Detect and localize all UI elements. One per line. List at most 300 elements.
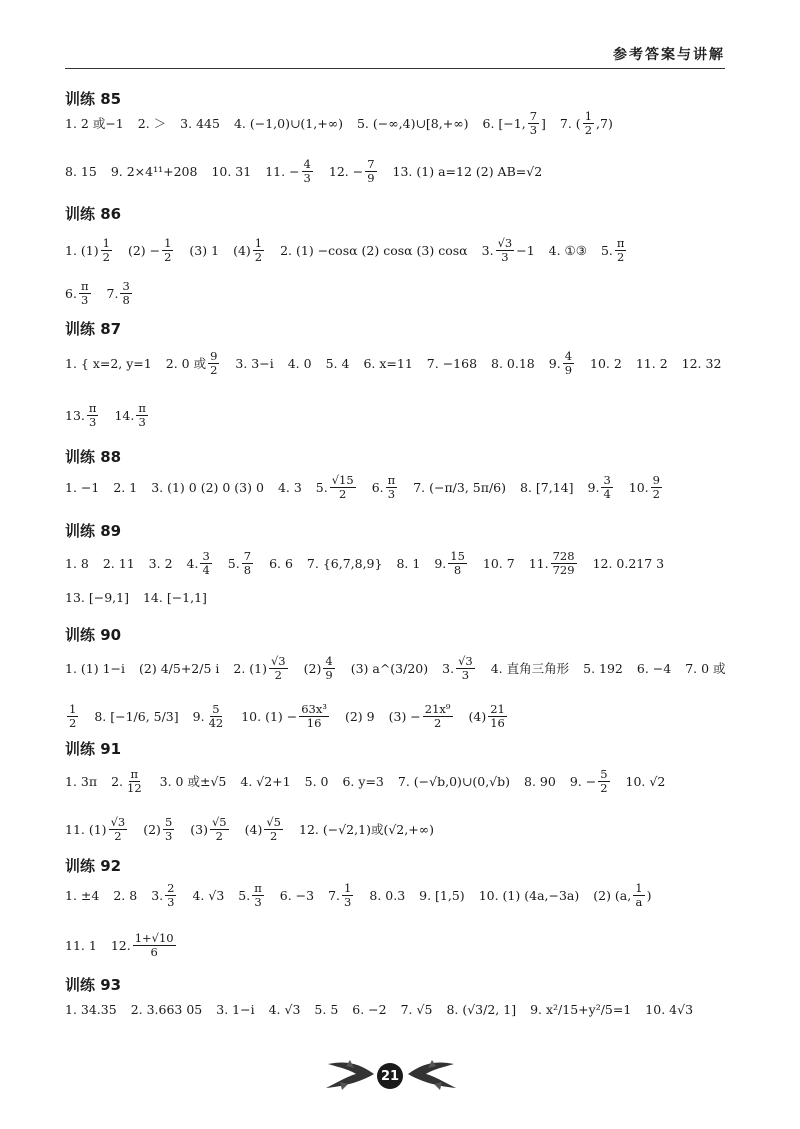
answer-line [65, 882, 730, 908]
fraction [109, 816, 128, 842]
answer-item [491, 356, 535, 371]
answer-item [389, 703, 455, 729]
answer-item [645, 1002, 693, 1017]
section-title: 训练 89 [65, 522, 122, 540]
fraction-denominator: 2 [584, 122, 593, 137]
answer-item [626, 774, 666, 789]
answer-text: 1. 34.35 [65, 1002, 117, 1017]
answer-item [228, 550, 255, 576]
answer-prefix: 9. [192, 708, 205, 724]
fraction [583, 110, 594, 136]
answer-item [234, 116, 343, 131]
answer-item [190, 816, 230, 842]
answer-item [469, 703, 509, 729]
fraction-denominator: 729 [552, 562, 575, 577]
fraction-denominator: 4 [603, 486, 611, 501]
fraction-numerator: π [80, 279, 89, 293]
fraction-denominator: 9 [564, 362, 573, 377]
fraction-numerator: √3 [458, 654, 473, 668]
section-title: 训练 85 [65, 90, 122, 108]
answer-item [629, 474, 664, 500]
answer-text: 1. ±4 [65, 887, 100, 903]
answer-item [491, 659, 569, 677]
fraction-numerator: √3 [270, 654, 286, 668]
section-title: 训练 92 [65, 857, 122, 875]
answer-item [113, 888, 137, 903]
fraction [330, 474, 356, 500]
fraction [615, 237, 627, 263]
answer-suffix: ,7) [596, 115, 613, 131]
fraction [488, 703, 507, 729]
fraction-denominator: 3 [303, 170, 311, 185]
fraction-numerator: 1 [254, 236, 263, 250]
answer-item [413, 480, 506, 495]
answer-text: 2. ＞ [137, 116, 167, 132]
answer-item [357, 116, 469, 131]
answer-prefix: 9. − [569, 773, 597, 789]
fraction-denominator: 3 [254, 894, 262, 909]
fraction-numerator: √3 [110, 815, 126, 829]
answer-item [65, 774, 97, 789]
section-title: 训练 93 [65, 976, 122, 994]
answer-item [131, 1002, 203, 1017]
answer-prefix: (4) [233, 242, 251, 258]
fraction-numerator: 3 [122, 279, 130, 293]
answer-item [193, 703, 228, 729]
answer-line [65, 474, 730, 500]
answer-item [393, 164, 543, 179]
answer-text: 3. (1) 0 (2) 0 (3) 0 [151, 479, 264, 495]
fraction-numerator: 7 [529, 109, 538, 123]
fraction-denominator: 2 [339, 486, 347, 501]
answer-item [588, 474, 615, 500]
answer-prefix: 3. [442, 660, 455, 676]
answer-item [114, 402, 149, 428]
answer-text: 11. 2 [635, 355, 668, 371]
answer-prefix: 7. [328, 887, 341, 903]
answer-text: 6. 6 [269, 555, 293, 571]
answer-prefix: (2) [303, 660, 322, 676]
header-title: 参考答案与讲解 [613, 47, 725, 63]
answer-prefix: 13. [65, 407, 85, 423]
fraction-denominator: 2 [164, 249, 172, 264]
answer-line [65, 703, 730, 729]
answer-item [280, 243, 468, 258]
fraction-numerator: 3 [603, 473, 611, 487]
answer-item [328, 882, 355, 908]
fraction [136, 402, 148, 428]
answer-item [111, 768, 146, 794]
answer-item [65, 356, 152, 371]
fraction [598, 768, 609, 794]
answer-text: 6. −3 [279, 887, 315, 903]
answer-item [160, 772, 227, 790]
answer-item [139, 661, 219, 676]
fraction-denominator: 12 [127, 780, 142, 795]
answer-item [314, 1002, 338, 1017]
answer-text: 12. (−√2,1)或(√2,+∞) [299, 822, 434, 838]
answer-text: 6. x=11 [363, 355, 413, 371]
fraction-numerator: 4 [303, 157, 311, 171]
answer-text: 12. 32 [681, 355, 722, 371]
answer-item [65, 237, 114, 263]
answer-item [372, 474, 400, 500]
fraction-denominator: 3 [89, 414, 97, 429]
answer-prefix: 5. [315, 479, 328, 495]
fraction-numerator: π [254, 881, 262, 895]
left-ornament-icon [320, 1054, 376, 1094]
fraction-numerator: √15 [331, 473, 354, 487]
answer-text: 2. 3.663 05 [130, 1002, 203, 1017]
answer-prefix: 11. [528, 555, 549, 571]
fraction-denominator: 8 [122, 292, 130, 307]
answer-text: 9. x²/15+y²/5=1 [530, 1002, 632, 1017]
answer-item [238, 882, 266, 908]
fraction [208, 350, 219, 376]
answer-text: 1. (1) 1−i [65, 660, 126, 676]
fraction-denominator: 2 [210, 362, 218, 377]
answer-item [65, 556, 89, 571]
fraction [299, 703, 329, 729]
page-footer [0, 1050, 800, 1100]
answer-prefix: 14. [114, 407, 135, 423]
fraction-denominator: 2 [433, 715, 442, 730]
answer-text: 4. (−1,0)∪(1,+∞) [233, 115, 343, 131]
answer-text: 5. 0 [304, 773, 329, 789]
answer-text: (3) 1 [189, 242, 220, 258]
answer-suffix: −1 [516, 242, 535, 258]
fraction [651, 474, 662, 500]
answer-text: 8. 90 [524, 773, 556, 789]
answer-line [65, 590, 730, 605]
answer-item [479, 888, 580, 903]
answer-item [636, 356, 668, 371]
answer-item [280, 888, 314, 903]
answer-prefix: (3) [190, 821, 208, 837]
answer-item [241, 703, 331, 729]
fraction [551, 550, 577, 576]
fraction-numerator: 1 [69, 702, 77, 716]
answer-item [269, 1002, 301, 1017]
answer-item [434, 550, 469, 576]
answer-prefix: 6. [65, 285, 77, 301]
answer-item [240, 774, 290, 789]
answer-text: 4. 0 [287, 355, 312, 371]
section-title: 训练 91 [65, 740, 122, 758]
fraction-denominator: 2 [215, 828, 223, 843]
answer-item [65, 480, 99, 495]
answer-text: 4. √3 [192, 887, 225, 903]
answer-line [65, 550, 730, 576]
section-title: 训练 88 [65, 448, 122, 466]
answer-item [211, 164, 251, 179]
answer-item [216, 1002, 254, 1017]
answer-text: 6. −2 [352, 1002, 387, 1017]
answer-item [419, 888, 465, 903]
fraction [253, 237, 264, 263]
answer-item [65, 1002, 117, 1017]
answer-item [307, 556, 383, 571]
answer-text: 4. √3 [268, 1002, 301, 1017]
fraction-numerator: √3 [497, 236, 513, 250]
answer-item [65, 402, 100, 428]
answer-line [65, 280, 730, 306]
fraction-numerator: 7 [243, 549, 252, 563]
answer-item [138, 114, 166, 132]
answer-item [235, 356, 273, 371]
answer-text: 10. 4√3 [645, 1002, 694, 1017]
fraction-numerator: 1 [164, 236, 172, 250]
fraction [601, 474, 612, 500]
answer-text: 3. 0 或±√5 [159, 774, 227, 790]
answer-line [65, 1002, 730, 1017]
answer-text: 10. 2 [590, 355, 622, 371]
fraction-numerator: 5 [212, 702, 220, 716]
answer-item [65, 816, 129, 842]
answer-text: 9. [1,5) [419, 887, 465, 903]
fraction [528, 110, 539, 136]
answer-text: 4. 3 [277, 479, 302, 495]
answer-line [65, 110, 730, 136]
fraction-numerator: π [138, 401, 146, 415]
answer-text: 5. 4 [325, 355, 350, 371]
answer-prefix: 9. [434, 555, 447, 571]
answer-item [682, 356, 722, 371]
answer-text: 8. [7,14] [520, 479, 574, 495]
fraction [252, 882, 264, 908]
answer-text: 4. 直角三角形 [490, 661, 570, 677]
fraction [456, 655, 475, 681]
answer-suffix: ) [646, 887, 652, 903]
answer-text: 7. −168 [426, 355, 478, 371]
fraction-denominator: 2 [617, 249, 625, 264]
fraction-denominator: 3 [81, 292, 89, 307]
answer-text: 8. 15 [65, 163, 97, 179]
answer-text: 13. [−9,1] [65, 590, 129, 605]
answer-line [65, 816, 730, 842]
section-title: 训练 86 [65, 205, 122, 223]
fraction-denominator: 2 [652, 486, 660, 501]
fraction-denominator: 9 [367, 170, 375, 185]
fraction-denominator: 2 [274, 667, 282, 682]
answer-item [65, 888, 99, 903]
fraction [423, 703, 453, 729]
fraction-numerator: π [616, 236, 625, 250]
answer-item [369, 888, 405, 903]
answer-item [94, 709, 178, 724]
answer-item [151, 882, 178, 908]
answer-item [65, 661, 125, 676]
answer-text: 10. 7 [482, 555, 515, 571]
answer-item [65, 280, 93, 306]
answer-text: 5. (−∞,4)∪[8,+∞) [356, 115, 469, 131]
fraction-denominator: 3 [167, 894, 175, 909]
answer-text: 1. { x=2, y=1 [65, 355, 152, 371]
fraction [207, 703, 226, 729]
answer-prefix: 1. (1) [65, 242, 99, 258]
answer-item [65, 590, 129, 605]
fraction-denominator: 3 [501, 249, 509, 264]
fraction-numerator: 4 [564, 349, 573, 363]
fraction [200, 550, 211, 576]
answer-prefix: 5. [238, 887, 251, 903]
fraction-denominator: 16 [490, 715, 505, 730]
answer-text: 8. 0.18 [491, 355, 535, 371]
answer-prefix: 4. [186, 555, 199, 571]
answer-text: 3. 2 [148, 555, 173, 571]
fraction-denominator: 3 [164, 828, 173, 843]
answer-prefix: 12. [110, 937, 131, 953]
answer-item [398, 774, 510, 789]
answer-item [65, 703, 80, 729]
answer-item [305, 774, 329, 789]
fraction-denominator: 2 [600, 780, 608, 795]
fraction [302, 158, 313, 184]
answer-text: 12. 0.217 3 [592, 555, 665, 571]
fraction [125, 768, 144, 794]
answer-suffix: ] [541, 115, 546, 131]
answer-item [342, 774, 383, 789]
answer-item [143, 590, 207, 605]
fraction [101, 237, 112, 263]
fraction [120, 280, 131, 306]
fraction [210, 816, 229, 842]
fraction-numerator: √5 [266, 815, 282, 829]
answer-text: 7. (−π/3, 5π/6) [413, 479, 506, 495]
fraction-denominator: 42 [208, 715, 224, 730]
answer-item [549, 243, 587, 258]
answer-text: (2) 9 [344, 708, 375, 724]
fraction-numerator: 1 [344, 881, 352, 895]
fraction-denominator: 2 [270, 828, 278, 843]
answer-text: 4. ①③ [548, 242, 587, 258]
answer-prefix: 11. − [265, 163, 300, 179]
answer-item [352, 1002, 386, 1017]
answer-prefix: 9. [587, 479, 600, 495]
answer-line [65, 158, 730, 184]
section-title: 训练 87 [65, 320, 122, 338]
answer-item [593, 556, 665, 571]
fraction [163, 816, 174, 842]
answer-item [299, 820, 434, 838]
answer-item [549, 350, 576, 376]
answer-prefix: 7. [106, 285, 119, 301]
answer-item [278, 480, 302, 495]
answer-item [593, 882, 651, 908]
answer-item [65, 114, 124, 132]
answer-text: 8. 1 [396, 555, 421, 571]
fraction [323, 655, 334, 681]
answer-item [316, 474, 358, 500]
answer-item [482, 237, 535, 263]
answer-item [326, 356, 350, 371]
answer-prefix: (2) [143, 821, 161, 837]
answer-item [442, 655, 477, 681]
fraction-numerator: 3 [202, 549, 210, 563]
answer-text: 7. {6,7,8,9} [306, 555, 383, 571]
answer-text: 5. 192 [583, 660, 623, 676]
fraction-denominator: 2 [254, 249, 263, 264]
answer-item [520, 480, 574, 495]
answer-prefix: 3. [151, 887, 164, 903]
answer-item [65, 164, 97, 179]
fraction-denominator: 3 [529, 122, 538, 137]
fraction-numerator: 4 [325, 654, 333, 668]
fraction-numerator: √5 [211, 815, 227, 829]
answer-text: 2. 8 [113, 887, 138, 903]
fraction-numerator: 5 [164, 815, 173, 829]
fraction-numerator: 63x³ [301, 702, 327, 716]
fraction-denominator: 3 [138, 414, 146, 429]
answer-item [304, 655, 337, 681]
answer-prefix: 6. [−1, [482, 115, 526, 131]
answer-item [483, 110, 546, 136]
fraction-numerator: 728 [552, 549, 575, 563]
fraction [386, 474, 398, 500]
answer-text: (2) 4/5+2/5 i [139, 660, 220, 676]
answer-line [65, 932, 730, 958]
answer-prefix: 10. [628, 479, 649, 495]
answer-item [483, 556, 515, 571]
answer-item [529, 550, 579, 576]
answer-text: 9. 2×4¹¹+208 [110, 163, 198, 179]
answer-text: 2. 11 [102, 555, 135, 571]
answer-item [143, 816, 176, 842]
answer-text: 2. 1 [113, 479, 138, 495]
answer-text: 7. (−√b,0)∪(0,√b) [397, 773, 511, 789]
fraction-numerator: 21 [490, 702, 505, 716]
fraction-denominator: 2 [102, 249, 110, 264]
answer-item [180, 116, 220, 131]
answer-item [265, 158, 315, 184]
answer-item [570, 768, 612, 794]
answer-prefix: (3) − [388, 708, 421, 724]
fraction-denominator: 3 [344, 894, 352, 909]
answer-prefix: 3. [481, 242, 494, 258]
answer-item [149, 556, 173, 571]
answer-item [113, 480, 137, 495]
answer-text: 1. 3π [65, 773, 98, 789]
answer-item [103, 556, 135, 571]
fraction-numerator: 1 [584, 109, 593, 123]
fraction-denominator: 16 [306, 715, 322, 730]
answer-item [245, 816, 285, 842]
answer-item [583, 661, 623, 676]
fraction [264, 816, 283, 842]
answer-text: 1. −1 [65, 479, 100, 495]
answer-text: 6. −4 [636, 660, 672, 676]
answer-text: 2. (1) −cosα (2) cosα (3) cosα [280, 242, 468, 258]
answer-text: 8. (√3/2, 1] [446, 1002, 517, 1017]
answer-item [233, 237, 266, 263]
answer-item [351, 661, 428, 676]
answer-item [637, 661, 671, 676]
fraction [79, 280, 91, 306]
fraction-denominator: 9 [325, 667, 333, 682]
answer-item [111, 932, 178, 958]
answer-text: (3) a^(3/20) [350, 660, 429, 676]
answer-line [65, 655, 730, 681]
answer-text: 4. √2+1 [240, 773, 291, 789]
answer-item [65, 938, 97, 953]
fraction-numerator: 9 [210, 349, 218, 363]
answer-prefix: 2. 0 或 [165, 356, 207, 372]
answer-prefix: (4) [468, 708, 487, 724]
answer-text: 10. (1) (4a,−3a) [478, 887, 580, 903]
answer-item [111, 164, 198, 179]
answer-line [65, 768, 730, 794]
answer-item [107, 280, 134, 306]
